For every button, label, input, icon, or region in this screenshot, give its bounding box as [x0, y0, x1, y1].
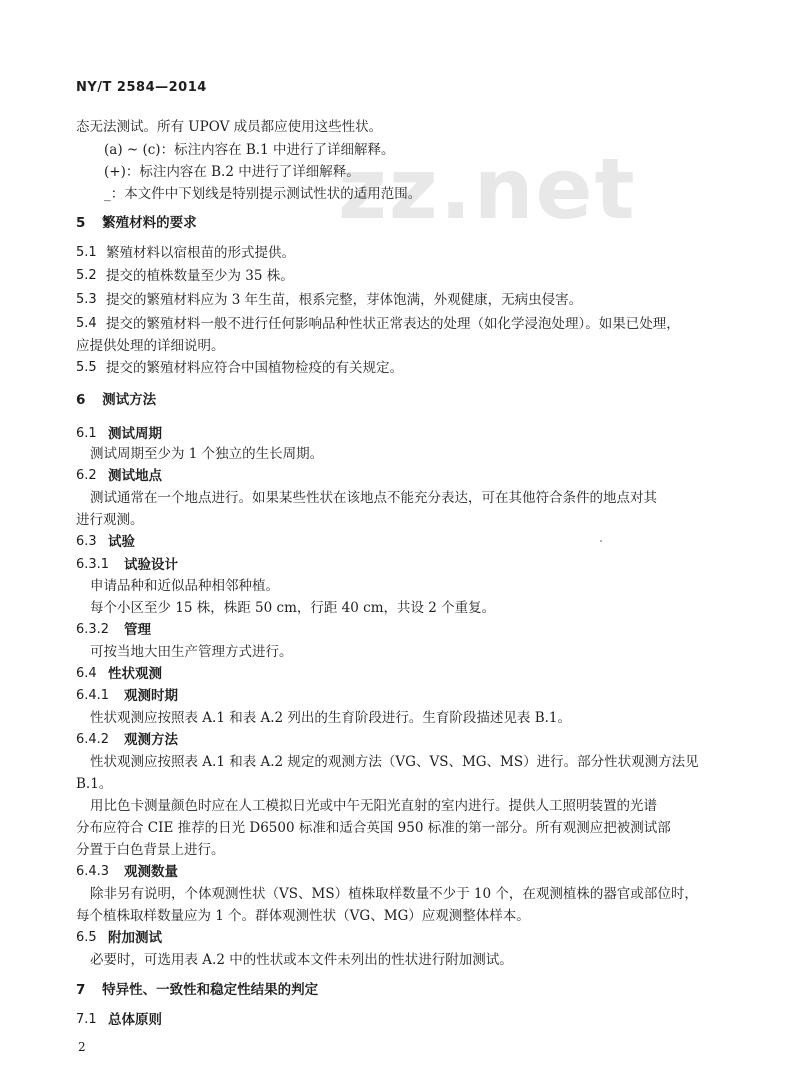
section-title: 繁殖材料的要求: [102, 215, 197, 231]
intro-line-2: (a) ~ (c)：标注内容在 B.1 中进行了详细解释。: [104, 142, 395, 158]
clause-title: 观测时期: [124, 688, 178, 704]
clause-number: 6.4.3: [76, 864, 110, 879]
clause-text: 提交的植株数量至少为 35 株。: [106, 268, 294, 284]
clause-number: 6.5: [76, 930, 97, 945]
clause-title: 附加测试: [108, 930, 162, 946]
clause-number: 6.4: [76, 666, 97, 681]
clause-title: 试验: [108, 534, 135, 550]
clause-text: 提交的繁殖材料一般不进行任何影响品种性状正常表达的处理（如化学浸泡处理）。如果已处理，: [106, 316, 680, 332]
clause-text: 用比色卡测量颜色时应在人工模拟日光或中午无阳光直射的室内进行。提供人工照明装置的光谱: [90, 798, 657, 814]
clause-text-cont: 应提供处理的详细说明。: [76, 338, 225, 354]
clause-text: 每个小区至少 15 株，株距 50 cm，行距 40 cm，共设 2 个重复。: [90, 600, 496, 616]
scan-speck: [600, 540, 602, 542]
clause-text-cont: B.1。: [76, 776, 113, 792]
clause-text: 性状观测应按照表 A.1 和表 A.2 规定的观测方法（VG、VS、MG、MS）进行。部分性状观测方法见: [90, 754, 699, 770]
clause-text: 繁殖材料以宿根苗的形式提供。: [106, 245, 295, 261]
section-5-heading: [76, 213, 197, 233]
section-7-heading: [76, 980, 318, 1000]
clause-text-cont: 分布应符合 CIE 推荐的日光 D6500 标准和适合英国 950 标准的第一部分。所有观测应把被测试部: [76, 820, 671, 836]
intro-line-3: (+)：标注内容在 B.2 中进行了详细解释。: [104, 164, 360, 180]
clause-number: 6.4.2: [76, 732, 110, 747]
clause-number: 5.5: [76, 360, 97, 375]
section-number: 6: [76, 392, 86, 408]
intro-line-4: _：本文件中下划线是特别提示测试性状的适用范围。: [104, 186, 422, 202]
clause-text: 申请品种和近似品种相邻种植。: [90, 578, 279, 594]
clause-number: 6.1: [76, 426, 97, 441]
clause-number: 5.1: [76, 245, 97, 260]
clause-title: 观测数量: [124, 864, 178, 880]
clause-title: 观测方法: [124, 732, 178, 748]
clause-number: 5.3: [76, 292, 97, 307]
section-6-heading: [76, 390, 156, 410]
clause-number: 6.3.2: [76, 622, 110, 637]
clause-text: 提交的繁殖材料应为 3 年生苗，根系完整，芽体饱满，外观健康，无病虫侵害。: [106, 292, 583, 308]
clause-number: 5.4: [76, 316, 97, 331]
clause-text-cont: 每个植株取样数量应为 1 个。群体观测性状（VG、MG）应观测整体样本。: [76, 908, 530, 924]
clause-text: 必要时，可选用表 A.2 中的性状或本文件未列出的性状进行附加测试。: [90, 952, 513, 968]
page-number: 2: [78, 1040, 86, 1054]
clause-title: 测试地点: [108, 468, 162, 484]
clause-text: 可按当地大田生产管理方式进行。: [90, 644, 293, 660]
section-number: 5: [76, 215, 86, 231]
clause-title: 总体原则: [108, 1012, 162, 1028]
section-title: 测试方法: [102, 392, 157, 408]
clause-number: 7.1: [76, 1012, 97, 1027]
clause-number: 6.3: [76, 534, 97, 549]
clause-title: 试验设计: [124, 557, 178, 573]
section-number: 7: [76, 982, 86, 998]
clause-text: 除非另有说明，个体观测性状（VS、MS）植株取样数量不少于 10 个，在观测植株的器官或部位时，: [90, 886, 698, 902]
watermark: zz.net: [338, 140, 637, 238]
section-title: 特异性、一致性和稳定性结果的判定: [102, 982, 319, 998]
clause-number: 6.2: [76, 468, 97, 483]
clause-text: 测试通常在一个地点进行。如果某些性状在该地点不能充分表达，可在其他符合条件的地点对其: [90, 490, 657, 506]
clause-title: 测试周期: [108, 426, 162, 442]
intro-line-1: 态无法测试。所有 UPOV 成员都应使用这些性状。: [76, 119, 383, 135]
clause-text: 性状观测应按照表 A.1 和表 A.2 列出的生育阶段进行。生育阶段描述见表 B.1。: [90, 710, 572, 726]
clause-title: 性状观测: [108, 666, 162, 682]
clause-title: 管理: [124, 622, 151, 638]
clause-number: 5.2: [76, 268, 97, 283]
clause-text-cont: 分置于白色背景上进行。: [76, 842, 225, 858]
clause-number: 6.4.1: [76, 688, 110, 703]
clause-text: 提交的繁殖材料应符合中国植物检疫的有关规定。: [106, 360, 403, 376]
standard-code: NY/T 2584—2014: [76, 80, 207, 95]
clause-number: 6.3.1: [76, 557, 110, 572]
clause-text-cont: 进行观测。: [76, 512, 144, 528]
clause-text: 测试周期至少为 1 个独立的生长周期。: [90, 446, 324, 462]
